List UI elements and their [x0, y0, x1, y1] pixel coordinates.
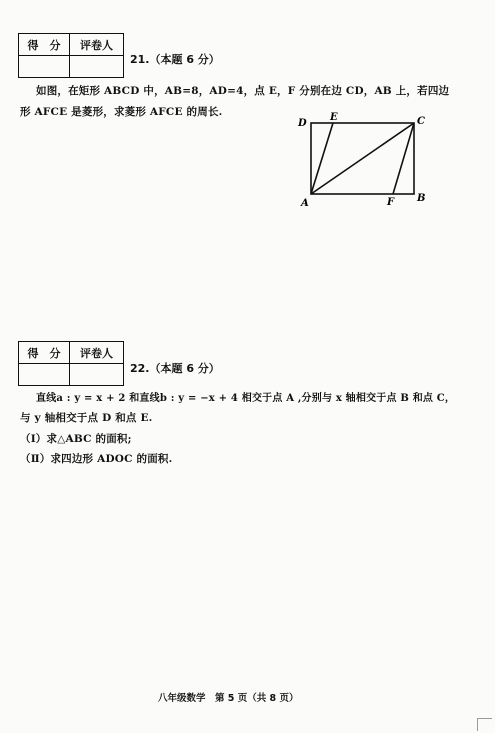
q21-text-line1: 如图，在矩形 ABCD 中，AB=8，AD=4，点 E，F 分别在边 CD，AB 上，若四边	[36, 85, 450, 97]
segment-fc	[393, 123, 414, 194]
label-f: F	[387, 197, 395, 208]
label-e: E	[330, 112, 338, 123]
q22-grader-cell[interactable]	[70, 364, 124, 386]
q22-score-table	[18, 341, 124, 386]
q21-header: 21.（本题 6 分）	[130, 53, 220, 66]
q21-grader-label: 评卷人	[70, 34, 124, 56]
q22-score-cell[interactable]	[19, 364, 70, 386]
label-c: C	[417, 116, 425, 127]
q21-score-label: 得 分	[19, 34, 70, 56]
q21-score-cell[interactable]	[19, 56, 70, 78]
q22-score-label: 得 分	[19, 342, 70, 364]
q21-score-table	[18, 33, 124, 78]
page-footer: 八年级数学 第 5 页（共 8 页）	[158, 693, 299, 704]
q22-header: 22.（本题 6 分）	[130, 362, 220, 375]
scan-corner-mark	[477, 718, 492, 731]
segment-ae	[311, 123, 333, 194]
q22-part2: （Ⅱ）求四边形 ADOC 的面积.	[20, 453, 173, 465]
q22-part1: （Ⅰ）求△ABC 的面积;	[20, 433, 132, 445]
q21-rectangle-figure	[296, 112, 436, 212]
q21-grader-cell[interactable]	[70, 56, 124, 78]
q22-text-line2: 与 y 轴相交于点 D 和点 E.	[20, 412, 153, 424]
q22-grader-label: 评卷人	[70, 342, 124, 364]
q22-text-line1: 直线a : y = x + 2 和直线b : y = −x + 4 相交于点 A ,分别与 x 轴相交于点 B 和点 C，	[36, 393, 456, 404]
label-a: A	[301, 198, 309, 209]
diagonal-ac	[311, 123, 414, 194]
q21-text-line2: 形 AFCE 是菱形，求菱形 AFCE 的周长.	[20, 106, 223, 118]
label-b: B	[417, 193, 426, 204]
label-d: D	[298, 118, 307, 129]
